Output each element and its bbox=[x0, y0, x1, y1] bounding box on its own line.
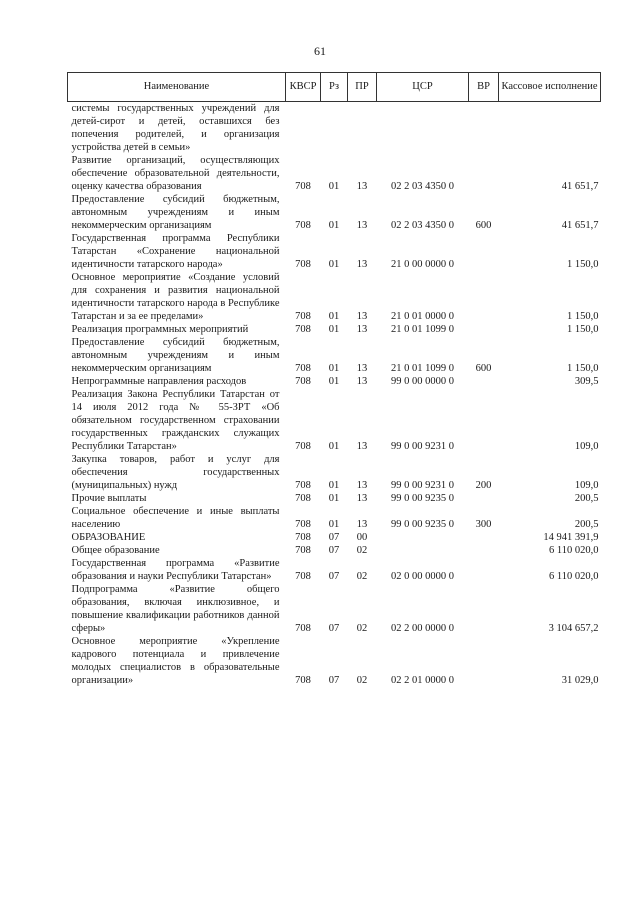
row-amount: 309,5 bbox=[574, 376, 599, 387]
row-csr bbox=[377, 531, 469, 544]
row-vr bbox=[469, 583, 499, 635]
row-kvsr: 708 bbox=[295, 311, 311, 322]
row-rz: 07 bbox=[328, 623, 340, 634]
row-rz: 01 bbox=[328, 324, 340, 335]
row-pr bbox=[348, 102, 377, 155]
row-kvsr: 708 bbox=[295, 181, 311, 192]
header-csr: ЦСР bbox=[377, 73, 469, 102]
row-rz: 07 bbox=[328, 532, 340, 543]
row-csr: 02 2 03 4350 0 bbox=[391, 220, 454, 231]
header-vr: ВР bbox=[469, 73, 499, 102]
row-vr: 200 bbox=[475, 480, 492, 491]
row-amount: 3 104 657,2 bbox=[548, 623, 599, 634]
row-csr: 02 2 03 4350 0 bbox=[391, 181, 454, 192]
row-name: Подпрограмма «Развитие общего образования, включая инклюзивное, и повышение квалификации работников данной сферы» bbox=[71, 584, 280, 634]
table-row bbox=[68, 635, 601, 687]
table-row bbox=[68, 154, 601, 193]
row-rz: 01 bbox=[328, 181, 340, 192]
row-pr: 13 bbox=[356, 324, 368, 335]
row-vr: 300 bbox=[475, 519, 492, 530]
row-kvsr: 708 bbox=[295, 259, 311, 270]
row-csr: 21 0 00 0000 0 bbox=[391, 259, 454, 270]
row-kvsr: 708 bbox=[295, 220, 311, 231]
row-name: Государственная программа Республики Татарстан «Сохранение национальной идентичности татарского народа» bbox=[71, 233, 280, 270]
row-csr: 21 0 01 1099 0 bbox=[391, 363, 454, 374]
row-pr: 13 bbox=[356, 311, 368, 322]
table-row bbox=[68, 505, 601, 531]
table-row bbox=[68, 323, 601, 336]
row-amount: 109,0 bbox=[574, 480, 599, 491]
row-vr bbox=[469, 544, 499, 557]
row-kvsr: 708 bbox=[295, 623, 311, 634]
row-pr: 02 bbox=[356, 675, 368, 686]
row-pr: 13 bbox=[356, 519, 368, 530]
row-amount: 200,5 bbox=[574, 493, 599, 504]
row-kvsr: 708 bbox=[295, 363, 311, 374]
row-vr bbox=[469, 271, 499, 323]
header-name: Наименование bbox=[68, 73, 286, 102]
row-name: Социальное обеспечение и иные выплаты населению bbox=[71, 506, 280, 530]
row-rz: 01 bbox=[328, 259, 340, 270]
row-name: ОБРАЗОВАНИЕ bbox=[71, 532, 146, 543]
row-rz: 07 bbox=[328, 571, 340, 582]
table-row bbox=[68, 583, 601, 635]
row-csr bbox=[377, 102, 469, 155]
row-rz bbox=[321, 102, 348, 155]
row-name: Реализация Закона Республики Татарстан от 14 июля 2012 года № 55-ЗРТ «Об обязательном государственном страховании государственных гражданских служащих Республики Татарстан» bbox=[71, 389, 280, 452]
table-row bbox=[68, 232, 601, 271]
row-csr: 99 0 00 0000 0 bbox=[391, 376, 454, 387]
row-rz: 01 bbox=[328, 311, 340, 322]
header-kvsr: КВСР bbox=[286, 73, 321, 102]
row-amount: 1 150,0 bbox=[567, 259, 599, 270]
row-rz: 01 bbox=[328, 220, 340, 231]
row-pr: 13 bbox=[356, 181, 368, 192]
page-number: 61 bbox=[314, 44, 326, 58]
row-csr: 99 0 00 9235 0 bbox=[391, 519, 454, 530]
row-pr: 13 bbox=[356, 220, 368, 231]
row-kvsr: 708 bbox=[295, 675, 311, 686]
row-rz: 01 bbox=[328, 363, 340, 374]
row-rz: 01 bbox=[328, 441, 340, 452]
row-vr: 600 bbox=[475, 220, 492, 231]
row-csr: 21 0 01 1099 0 bbox=[391, 324, 454, 335]
row-vr bbox=[469, 388, 499, 453]
row-vr bbox=[469, 323, 499, 336]
row-pr: 00 bbox=[356, 532, 368, 543]
row-kvsr: 708 bbox=[295, 441, 311, 452]
row-csr: 99 0 00 9235 0 bbox=[391, 493, 454, 504]
row-pr: 13 bbox=[356, 441, 368, 452]
row-csr bbox=[377, 544, 469, 557]
row-rz: 01 bbox=[328, 480, 340, 491]
row-name: Предоставление субсидий бюджетным, автономным учреждениям и иным некоммерческим организациям bbox=[71, 194, 280, 231]
row-name: Основное мероприятие «Создание условий для сохранения и развития национальной идентичности татарского народа в Республике Татарстан и за ее пределами» bbox=[71, 272, 280, 322]
row-csr: 02 0 00 0000 0 bbox=[391, 571, 454, 582]
row-kvsr: 708 bbox=[295, 493, 311, 504]
header-rz: Рз bbox=[321, 73, 348, 102]
row-pr: 13 bbox=[356, 480, 368, 491]
row-kvsr: 708 bbox=[295, 376, 311, 387]
row-pr: 02 bbox=[356, 545, 368, 556]
row-name: Государственная программа «Развитие образования и науки Республики Татарстан» bbox=[71, 558, 280, 582]
row-name: Прочие выплаты bbox=[71, 493, 147, 504]
row-vr bbox=[469, 375, 499, 388]
row-name: Непрограммные направления расходов bbox=[71, 376, 247, 387]
row-name: Предоставление субсидий бюджетным, автономным учреждениям и иным некоммерческим организациям bbox=[71, 337, 280, 374]
table-row bbox=[68, 193, 601, 232]
row-amount bbox=[499, 102, 601, 155]
header-amount: Кассовое исполнение bbox=[499, 73, 601, 102]
row-rz: 01 bbox=[328, 376, 340, 387]
row-rz: 01 bbox=[328, 519, 340, 530]
row-kvsr: 708 bbox=[295, 571, 311, 582]
row-amount: 41 651,7 bbox=[561, 220, 599, 231]
row-kvsr: 708 bbox=[295, 480, 311, 491]
row-rz: 07 bbox=[328, 675, 340, 686]
table-row bbox=[68, 336, 601, 375]
row-amount: 41 651,7 bbox=[561, 181, 599, 192]
row-pr: 02 bbox=[356, 623, 368, 634]
row-pr: 13 bbox=[356, 376, 368, 387]
row-name: Реализация программных мероприятий bbox=[71, 324, 249, 335]
row-vr bbox=[469, 102, 499, 155]
expenditure-table bbox=[67, 72, 601, 687]
row-csr: 99 0 00 9231 0 bbox=[391, 480, 454, 491]
row-name: Общее образование bbox=[71, 545, 160, 556]
row-pr: 13 bbox=[356, 363, 368, 374]
row-amount: 31 029,0 bbox=[561, 675, 599, 686]
row-kvsr: 708 bbox=[295, 532, 311, 543]
row-csr: 99 0 00 9231 0 bbox=[391, 441, 454, 452]
table-row bbox=[68, 388, 601, 453]
row-amount: 1 150,0 bbox=[567, 324, 599, 335]
row-amount: 1 150,0 bbox=[567, 363, 599, 374]
row-vr bbox=[469, 492, 499, 505]
table-row bbox=[68, 453, 601, 492]
row-csr: 02 2 00 0000 0 bbox=[391, 623, 454, 634]
row-amount: 6 110 020,0 bbox=[549, 545, 599, 556]
row-amount: 200,5 bbox=[574, 519, 599, 530]
row-name: Закупка товаров, работ и услуг для обеспечения государственных (муниципальных) нужд bbox=[71, 454, 280, 491]
row-pr: 13 bbox=[356, 493, 368, 504]
row-amount: 14 941 391,9 bbox=[543, 532, 599, 543]
table-header bbox=[68, 73, 601, 102]
row-kvsr: 708 bbox=[295, 519, 311, 530]
table-row bbox=[68, 492, 601, 505]
row-vr bbox=[469, 531, 499, 544]
table-row bbox=[68, 544, 601, 557]
row-csr: 02 2 01 0000 0 bbox=[391, 675, 454, 686]
row-vr bbox=[469, 635, 499, 687]
row-csr: 21 0 01 0000 0 bbox=[391, 311, 454, 322]
table-row bbox=[68, 375, 601, 388]
row-name: Развитие организаций, осуществляющих обеспечение образовательной деятельности, оценку качества образования bbox=[71, 155, 280, 192]
row-amount: 6 110 020,0 bbox=[549, 571, 599, 582]
table-row bbox=[68, 531, 601, 544]
row-vr bbox=[469, 232, 499, 271]
row-name: Основное мероприятие «Укрепление кадрового потенциала и привлечение молодых специалистов в образовательные организации» bbox=[71, 636, 280, 686]
row-pr: 02 bbox=[356, 571, 368, 582]
table-row bbox=[68, 102, 601, 155]
row-kvsr bbox=[286, 102, 321, 155]
row-rz: 07 bbox=[328, 545, 340, 556]
row-vr bbox=[469, 557, 499, 583]
row-amount: 109,0 bbox=[574, 441, 599, 452]
table-row bbox=[68, 557, 601, 583]
header-pr: ПР bbox=[348, 73, 377, 102]
row-rz: 01 bbox=[328, 493, 340, 504]
row-amount: 1 150,0 bbox=[567, 311, 599, 322]
table-row bbox=[68, 271, 601, 323]
row-pr: 13 bbox=[356, 259, 368, 270]
row-name: системы государственных учреждений для детей-сирот и детей, оставшихся без попечения родителей, и организация устройства детей в семьи» bbox=[71, 103, 280, 153]
row-kvsr: 708 bbox=[295, 545, 311, 556]
row-kvsr: 708 bbox=[295, 324, 311, 335]
row-vr: 600 bbox=[475, 363, 492, 374]
row-vr bbox=[469, 154, 499, 193]
